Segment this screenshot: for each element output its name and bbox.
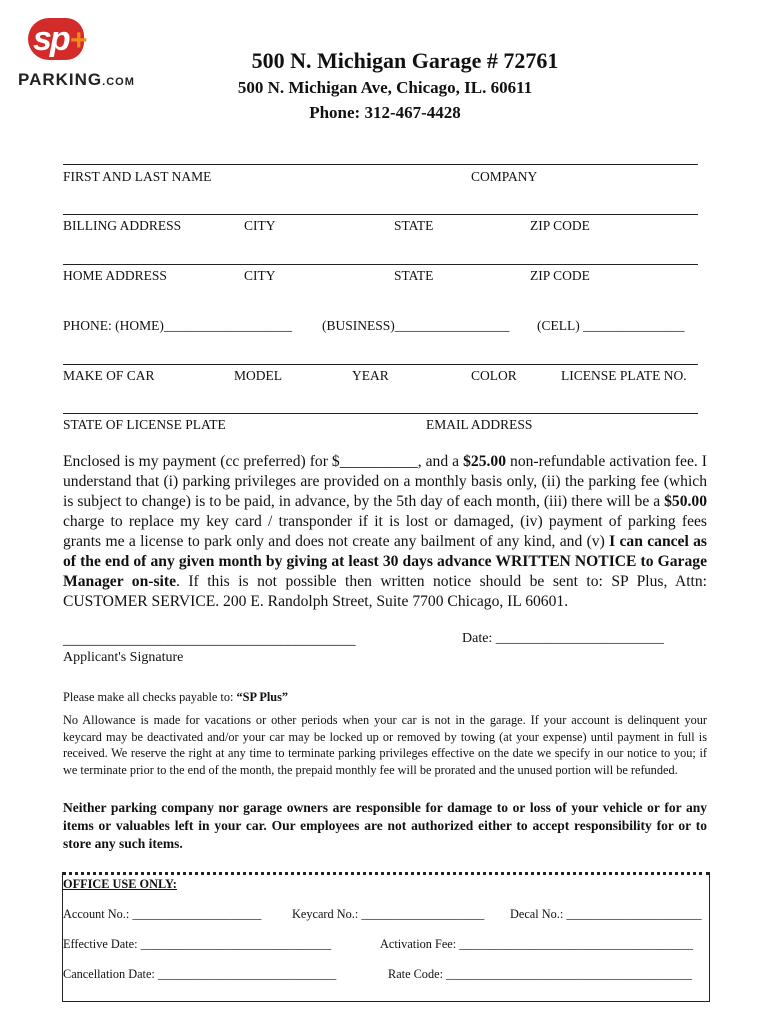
signature-line[interactable]: _______________________________________ — [63, 632, 356, 648]
color-label: COLOR — [471, 368, 517, 383]
garage-phone: Phone: 312-467-4428 — [309, 103, 461, 122]
year-label: YEAR — [352, 368, 389, 383]
effective-date-field[interactable]: Effective Date: _______________________________ — [63, 937, 332, 951]
garage-title: 500 N. Michigan Garage # 72761 — [251, 48, 559, 73]
liability-notice: Neither parking company nor garage owners are responsible for damage to or loss of your vehicle or for any items or valuables left in your car. Our employees are not authorized either to accept responsibility for or to store any such items. — [63, 800, 707, 851]
make-of-car-label: MAKE OF CAR — [63, 368, 155, 383]
home-zip-label: ZIP CODE — [530, 268, 590, 283]
billing-address-line[interactable] — [63, 214, 698, 215]
date-field[interactable]: Date: ________________________ — [462, 631, 664, 646]
cancellation-date-field[interactable]: Cancellation Date: _____________________________ — [63, 967, 337, 981]
terms-text-2: non-refundable activation fee. I understand that (i) parking privileges are provided on a monthly basis only, (ii) the parking fee (which is subject to change) is to be paid, in advance, by the 5th day of each month, (iii) there will be a — [63, 453, 707, 510]
first-last-name-label: FIRST AND LAST NAME — [63, 169, 212, 184]
company-label: COMPANY — [471, 169, 538, 184]
home-city-label: CITY — [244, 268, 276, 283]
keycard-no-field[interactable]: Keycard No.: ____________________ — [292, 907, 485, 921]
logo-com-text: .COM — [102, 76, 135, 88]
checks-payable-text: Please make all checks payable to: — [63, 690, 237, 704]
home-state-label: STATE — [394, 268, 434, 283]
terms-text-3: charge to replace my key card / transponder if it is lost or damaged, (iv) payment of parking fees grants me a license to park only and does not create any bailment of any kind, and (v) — [63, 513, 707, 550]
name-company-line[interactable] — [63, 164, 698, 165]
garage-address: 500 N. Michigan Ave, Chicago, IL. 60611 — [237, 78, 533, 97]
billing-city-label: CITY — [244, 218, 276, 233]
applicant-signature-label: Applicant's Signature — [63, 650, 184, 665]
logo-parking-text: PARKING — [18, 70, 103, 89]
terms-text-1: Enclosed is my payment (cc preferred) for $__________, and a — [63, 453, 464, 470]
activation-fee-amount: $25.00 — [463, 453, 507, 470]
plate-email-line[interactable] — [63, 413, 698, 414]
phone-cell-field[interactable]: (CELL) _______________ — [537, 318, 685, 333]
office-use-heading: OFFICE USE ONLY: — [63, 877, 177, 891]
checks-payable-line — [63, 690, 288, 705]
vehicle-info-line[interactable] — [63, 364, 698, 365]
terms-paragraph — [63, 452, 707, 612]
email-address-label: EMAIL ADDRESS — [426, 417, 533, 432]
model-label: MODEL — [234, 368, 282, 383]
billing-state-label: STATE — [394, 218, 434, 233]
billing-address-label: BILLING ADDRESS — [63, 218, 182, 233]
logo-sp-text: sp — [33, 20, 69, 58]
office-use-box — [62, 872, 710, 1002]
allowance-paragraph: No Allowance is made for vacations or other periods when your car is not in the garage. If your account is delinquent your keycard may be deactivated and/or your car may be locked up or removed by towing (at your expense) until payment in full is received. We reserve the right at any time to terminate parking privileges effective on the date we specify in our notice to you; if we terminate prior to the end of the month, the prepaid monthly fee will be prorated and the unused portion will be refunded. — [63, 713, 707, 777]
cancellation-notice: I can cancel as of the end of any given month by giving at least 30 days advance WRITTEN NOTICE to Garage Manager on-site — [63, 533, 707, 590]
state-of-license-plate-label: STATE OF LICENSE PLATE — [63, 417, 226, 432]
terms-text-4: . If this is not possible then written notice should be sent to: SP Plus, Attn: CUSTOMER SERVICE. 200 E. Randolph Street, Suite 7700 Chicago, IL 60601. — [63, 573, 708, 610]
checks-payee: “SP Plus” — [236, 690, 289, 704]
account-no-field[interactable]: Account No.: _____________________ — [63, 907, 262, 921]
home-address-line[interactable] — [63, 264, 698, 265]
decal-no-field[interactable]: Decal No.: ______________________ — [510, 907, 702, 921]
activation-fee-field[interactable]: Activation Fee: ______________________________________ — [380, 937, 693, 951]
license-plate-label: LICENSE PLATE NO. — [561, 368, 687, 383]
phone-business-field[interactable]: (BUSINESS)_________________ — [322, 318, 510, 333]
rate-code-field[interactable]: Rate Code: ________________________________________ — [388, 967, 692, 981]
home-address-label: HOME ADDRESS — [63, 268, 167, 283]
logo-plus-sign: + — [70, 24, 88, 57]
replacement-charge-amount: $50.00 — [664, 493, 707, 510]
phone-home-field[interactable]: PHONE: (HOME)___________________ — [63, 318, 293, 333]
billing-zip-label: ZIP CODE — [530, 218, 590, 233]
